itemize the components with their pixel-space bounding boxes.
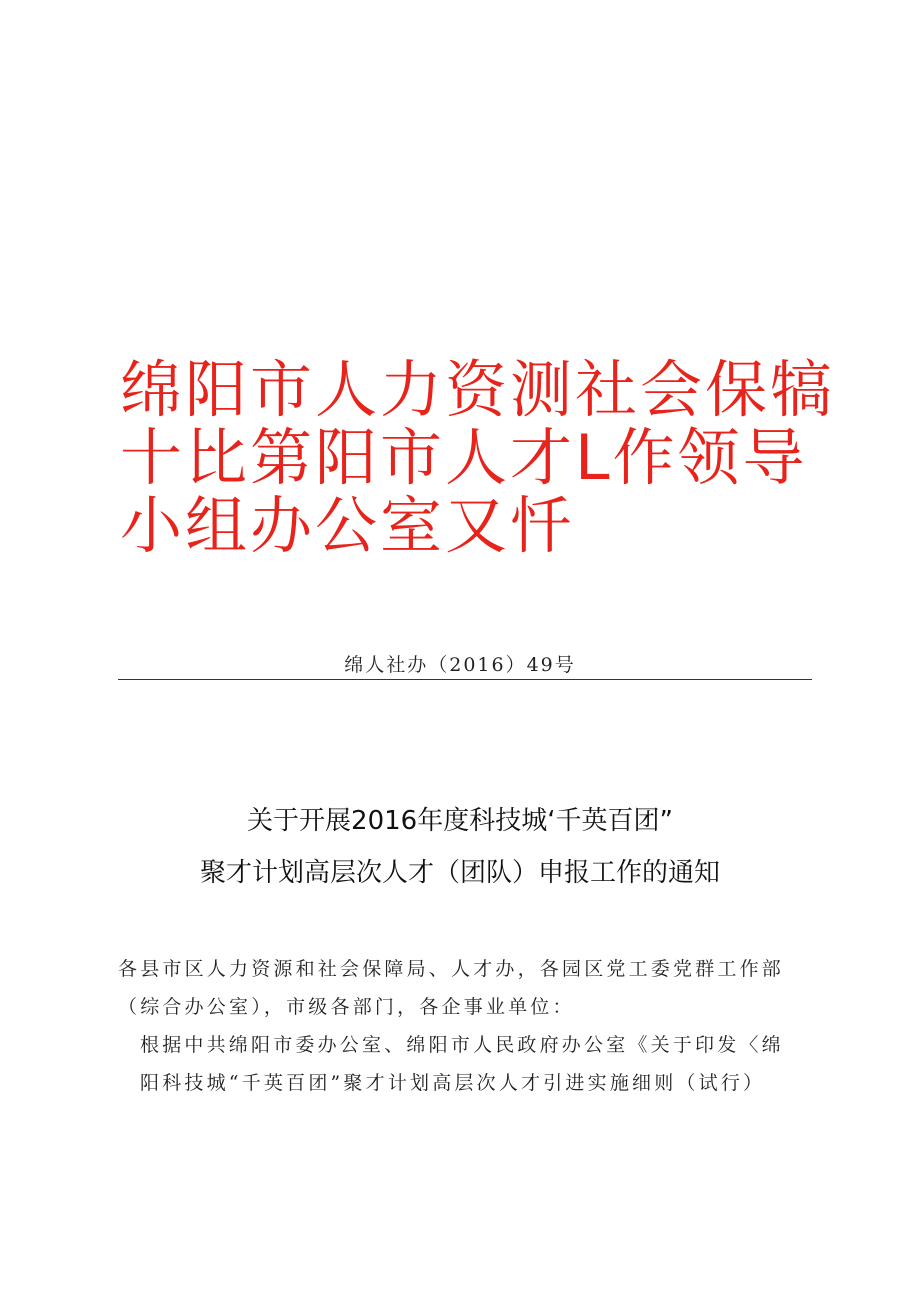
recipients-line-1: 各县市区人力资源和社会保障局、人才办，各园区党工委党群工作部	[118, 958, 785, 980]
letterhead-line-3: 小组办公室又忏	[120, 489, 576, 562]
notice-title	[0, 795, 920, 899]
letterhead-line-1: 绵阳市人力资测社会保犒	[120, 353, 836, 426]
notice-title-line-2: 聚才计划高层次人才（团队）申报工作的通知	[199, 858, 720, 888]
document-number: 绵人社办（2016）49号	[344, 654, 576, 676]
paragraph-1-line-1: 根据中共绵阳市委办公室、绵阳市人民政府办公室《关于印发〈绵	[140, 1034, 784, 1056]
letterhead-title	[120, 353, 840, 562]
letterhead-line-2: 十比第阳市人才L作领导	[120, 421, 808, 494]
notice-body	[118, 950, 818, 1102]
header-divider	[118, 679, 812, 680]
recipients-line-2: （综合办公室），市级各部门，各企事业单位：	[118, 996, 575, 1018]
notice-title-line-1: 关于开展2016年度科技城‘千英百团”	[247, 806, 673, 836]
paragraph-1-line-2: 阳科技城“千英百团”聚才计划高层次人才引进实施细则（试行）	[140, 1072, 766, 1094]
